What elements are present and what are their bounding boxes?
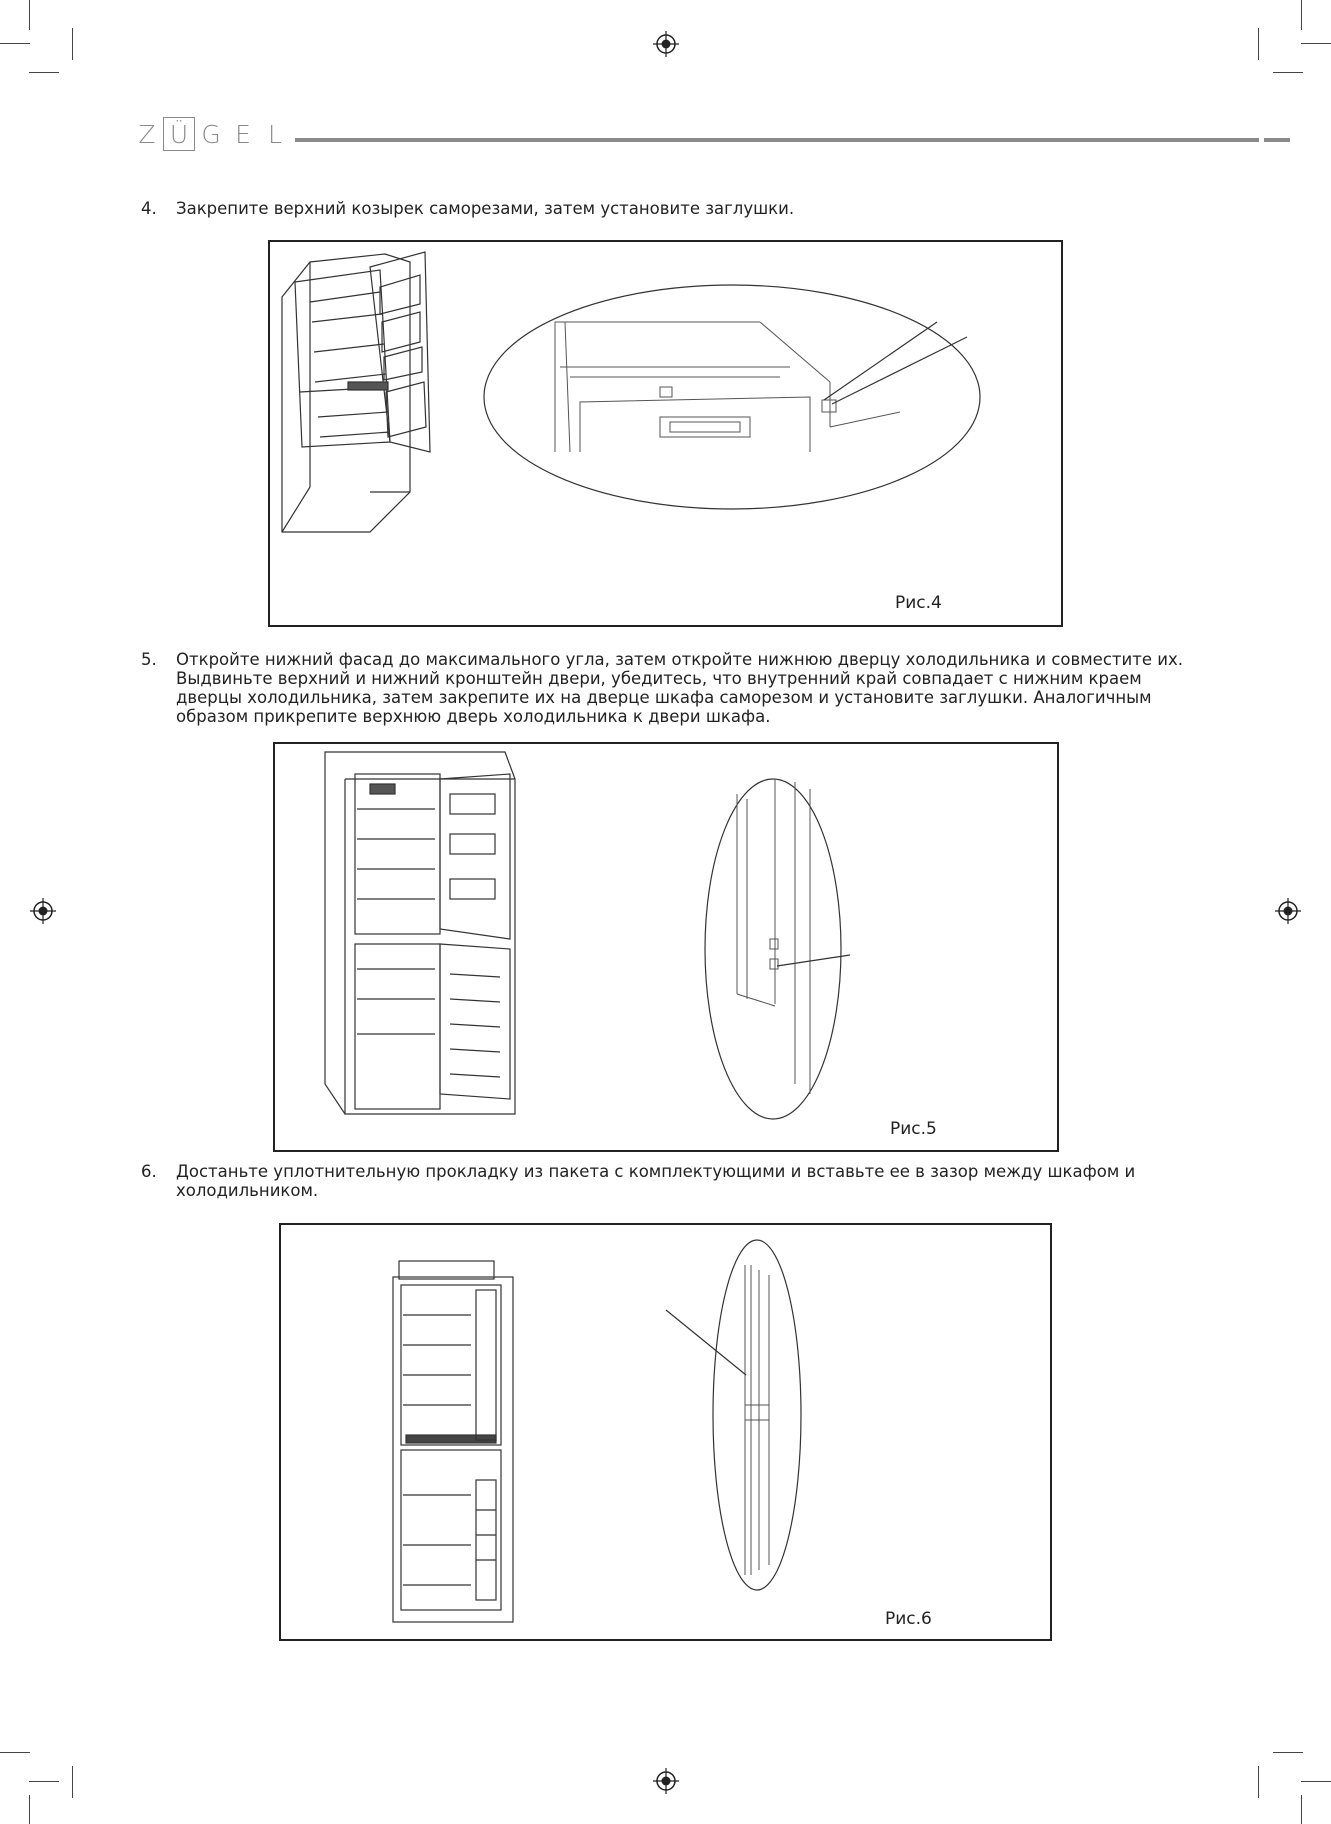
logo-letter: L bbox=[268, 119, 282, 149]
figure-4 bbox=[268, 240, 1063, 627]
registration-mark-top bbox=[653, 31, 679, 57]
registration-mark-bottom bbox=[653, 1768, 679, 1794]
fig5-caption: Рис.5 bbox=[890, 1119, 937, 1139]
registration-mark-left bbox=[30, 898, 56, 924]
header-rule bbox=[295, 138, 1259, 142]
step-text: Закрепите верхний козырек саморезами, затем установите заглушки. bbox=[176, 199, 795, 218]
step-number: 4. bbox=[141, 199, 157, 218]
fig5-drawing bbox=[275, 744, 1061, 1154]
figure-6 bbox=[279, 1223, 1052, 1641]
brand-logo bbox=[131, 117, 291, 151]
step-text-line: образом прикрепите верхнюю дверь холодильника к двери шкафа. bbox=[176, 707, 771, 726]
fig6-caption: Рис.6 bbox=[885, 1609, 932, 1629]
step-text-line: дверцы холодильника, затем закрепите их на дверце шкафа саморезом и установите заглушки. Аналогичным bbox=[176, 688, 1152, 707]
step-number: 6. bbox=[141, 1162, 157, 1181]
figure-5 bbox=[273, 742, 1059, 1152]
step-text-line: Выдвиньте верхний и нижний кронштейн двери, убедитесь, что внутренний край совпадает с нижним краем bbox=[176, 669, 1142, 688]
step-text-line: холодильником. bbox=[176, 1181, 319, 1200]
step-text-line: Достаньте уплотнительную прокладку из пакета с комплектующими и вставьте ее в зазор между шкафом и bbox=[176, 1162, 1136, 1181]
logo-letter: G bbox=[201, 119, 221, 149]
registration-mark-right bbox=[1275, 898, 1301, 924]
logo-letter-boxed: Ü bbox=[163, 117, 195, 151]
step-text-block bbox=[176, 1162, 1188, 1200]
step-text-block bbox=[176, 650, 1188, 726]
header-rule-end bbox=[1264, 138, 1290, 142]
step-text-line: Откройте нижний фасад до максимального угла, затем откройте нижнюю дверцу холодильника и совместите их. bbox=[176, 650, 1183, 669]
logo-letter: Z bbox=[138, 119, 156, 149]
step-number: 5. bbox=[141, 650, 157, 669]
fig4-caption: Рис.4 bbox=[895, 593, 942, 613]
logo-letter: E bbox=[235, 119, 251, 149]
fig4-drawing bbox=[270, 242, 1065, 629]
fig6-drawing bbox=[281, 1225, 1054, 1643]
